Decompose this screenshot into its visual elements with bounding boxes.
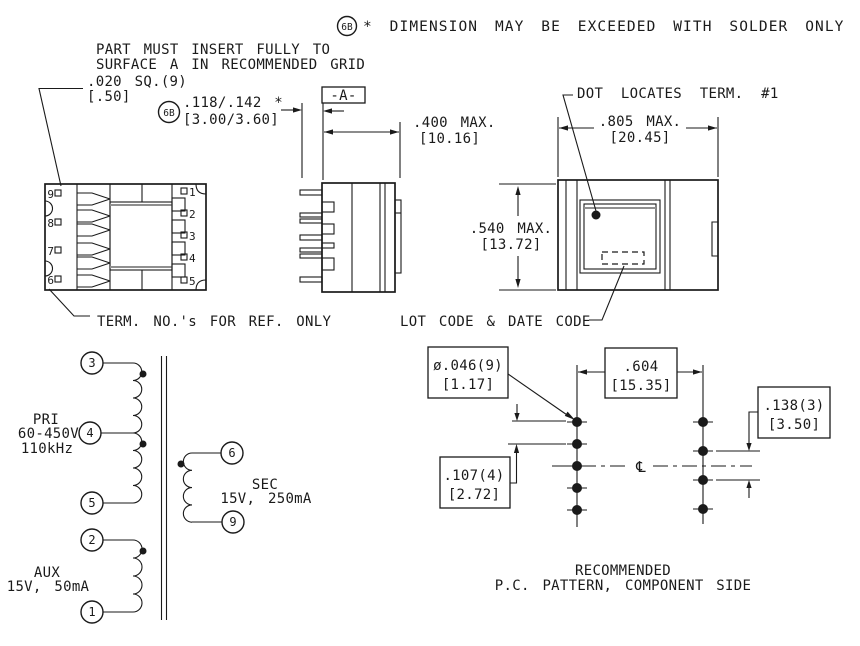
pitch-x-dimension xyxy=(578,348,702,398)
terminal-label-2: 2 xyxy=(189,208,196,221)
flag-6b-label: 6B xyxy=(341,22,353,33)
sch-terminal-2: 2 xyxy=(88,533,96,547)
sch-terminal-4: 4 xyxy=(86,426,94,440)
phase-dot xyxy=(178,461,185,468)
term-ref-note: TERM. NO.'s FOR REF. ONLY xyxy=(97,314,332,330)
terminal-label-9: 9 xyxy=(47,188,54,201)
pc-pattern-caption-line2: P.C. PATTERN, COMPONENT SIDE xyxy=(494,578,752,594)
sch-terminal-1: 1 xyxy=(88,605,96,619)
insert-note-line2: SURFACE A IN RECOMMENDED GRID xyxy=(96,57,366,73)
phase-dot xyxy=(140,371,147,378)
sch-terminal-9: 9 xyxy=(229,515,237,529)
datum-a xyxy=(322,87,365,104)
standoff-dim-in: .118/.142 * xyxy=(183,95,284,111)
width-dimension xyxy=(558,114,718,177)
pc-pattern xyxy=(428,347,830,594)
pitch-left-dimension xyxy=(440,404,566,508)
hole-dim-in: ø.046(9) xyxy=(433,358,503,374)
aux-name: AUX xyxy=(33,565,61,581)
lot-code-note: LOT CODE & DATE CODE xyxy=(400,314,591,330)
datum-a-label: -A- xyxy=(330,88,357,104)
pitch-x-in: .604 xyxy=(623,359,659,375)
pitch-x-mm: [15.35] xyxy=(610,378,672,394)
width-dim-mm: [20.45] xyxy=(609,130,671,146)
height-dim-in: .540 MAX. xyxy=(469,221,553,237)
solder-note xyxy=(338,17,845,36)
secondary-winding xyxy=(183,453,192,522)
centerline-symbol: ℄ xyxy=(636,458,646,476)
phase-dot xyxy=(140,441,147,448)
term-ref-leader xyxy=(49,289,90,316)
pad xyxy=(698,475,708,485)
pitch-right-mm: [3.50] xyxy=(767,417,821,433)
phase-dot xyxy=(140,548,147,555)
terminal1-dot xyxy=(592,211,601,220)
pitch-right-dimension xyxy=(716,387,830,498)
pad xyxy=(698,504,708,514)
dot-locates-leader xyxy=(563,95,596,211)
terminal-label-1: 1 xyxy=(189,186,196,199)
pad xyxy=(572,439,582,449)
secondary-name: SEC xyxy=(251,477,279,493)
pad xyxy=(698,417,708,427)
standoff-dim-mm: [3.00/3.60] xyxy=(183,112,280,128)
pc-pattern-caption-line1: RECOMMENDED xyxy=(574,563,672,579)
depth-dim-in: .400 MAX. xyxy=(413,115,496,131)
schematic xyxy=(7,352,312,623)
hole-dimension xyxy=(428,347,575,420)
flag-6b-label-2: 6B xyxy=(163,108,175,119)
dot-locates-note: DOT LOCATES TERM. #1 xyxy=(577,86,779,102)
sch-terminal-3: 3 xyxy=(88,356,96,370)
pin-square-leader xyxy=(39,89,83,187)
side-view-pins xyxy=(300,190,322,282)
height-dim-mm: [13.72] xyxy=(480,237,542,253)
hole-dim-mm: [1.17] xyxy=(441,377,495,393)
primary-winding xyxy=(133,363,142,503)
solder-note-text: * DIMENSION MAY BE EXCEEDED WITH SOLDER ONLY xyxy=(363,19,845,35)
lot-code-leader xyxy=(589,266,624,320)
terminal-label-7: 7 xyxy=(47,245,54,258)
primary-name: PRI xyxy=(32,412,60,428)
pad xyxy=(572,461,582,471)
terminal-label-4: 4 xyxy=(189,252,196,265)
sch-terminal-5: 5 xyxy=(88,496,96,510)
pin-square-dim-in: .020 SQ.(9) xyxy=(87,74,188,90)
pad xyxy=(698,446,708,456)
bottom-view xyxy=(45,184,331,330)
right-terminal-squares xyxy=(181,186,196,288)
depth-dimension xyxy=(324,115,496,178)
side-view xyxy=(300,183,401,292)
terminal-label-8: 8 xyxy=(47,217,54,230)
sch-terminal-6: 6 xyxy=(228,446,236,460)
pin-square-dim-mm: [.50] xyxy=(87,89,131,105)
terminal-wedges xyxy=(77,193,110,287)
depth-dim-mm: [10.16] xyxy=(419,131,481,147)
secondary-rating: 15V, 250mA xyxy=(220,491,312,507)
terminal-label-5: 5 xyxy=(189,275,196,288)
width-dim-in: .805 MAX. xyxy=(598,114,682,130)
pad xyxy=(572,483,582,493)
height-dimension xyxy=(470,184,556,290)
standoff-dimension xyxy=(159,95,345,180)
pitch-right-in: .138(3) xyxy=(763,398,825,414)
lot-code-area xyxy=(602,252,644,264)
aux-rating: 15V, 50mA xyxy=(6,579,90,595)
primary-voltage: 60-450V xyxy=(17,426,79,442)
terminal-label-3: 3 xyxy=(189,230,196,243)
pad xyxy=(572,505,582,515)
pitch-left-mm: [2.72] xyxy=(447,487,501,503)
terminal-label-6: 6 xyxy=(47,274,54,287)
insert-note-line1: PART MUST INSERT FULLY TO xyxy=(96,42,331,58)
pitch-left-in: .107(4) xyxy=(443,468,505,484)
primary-freq: 110kHz xyxy=(20,441,74,457)
